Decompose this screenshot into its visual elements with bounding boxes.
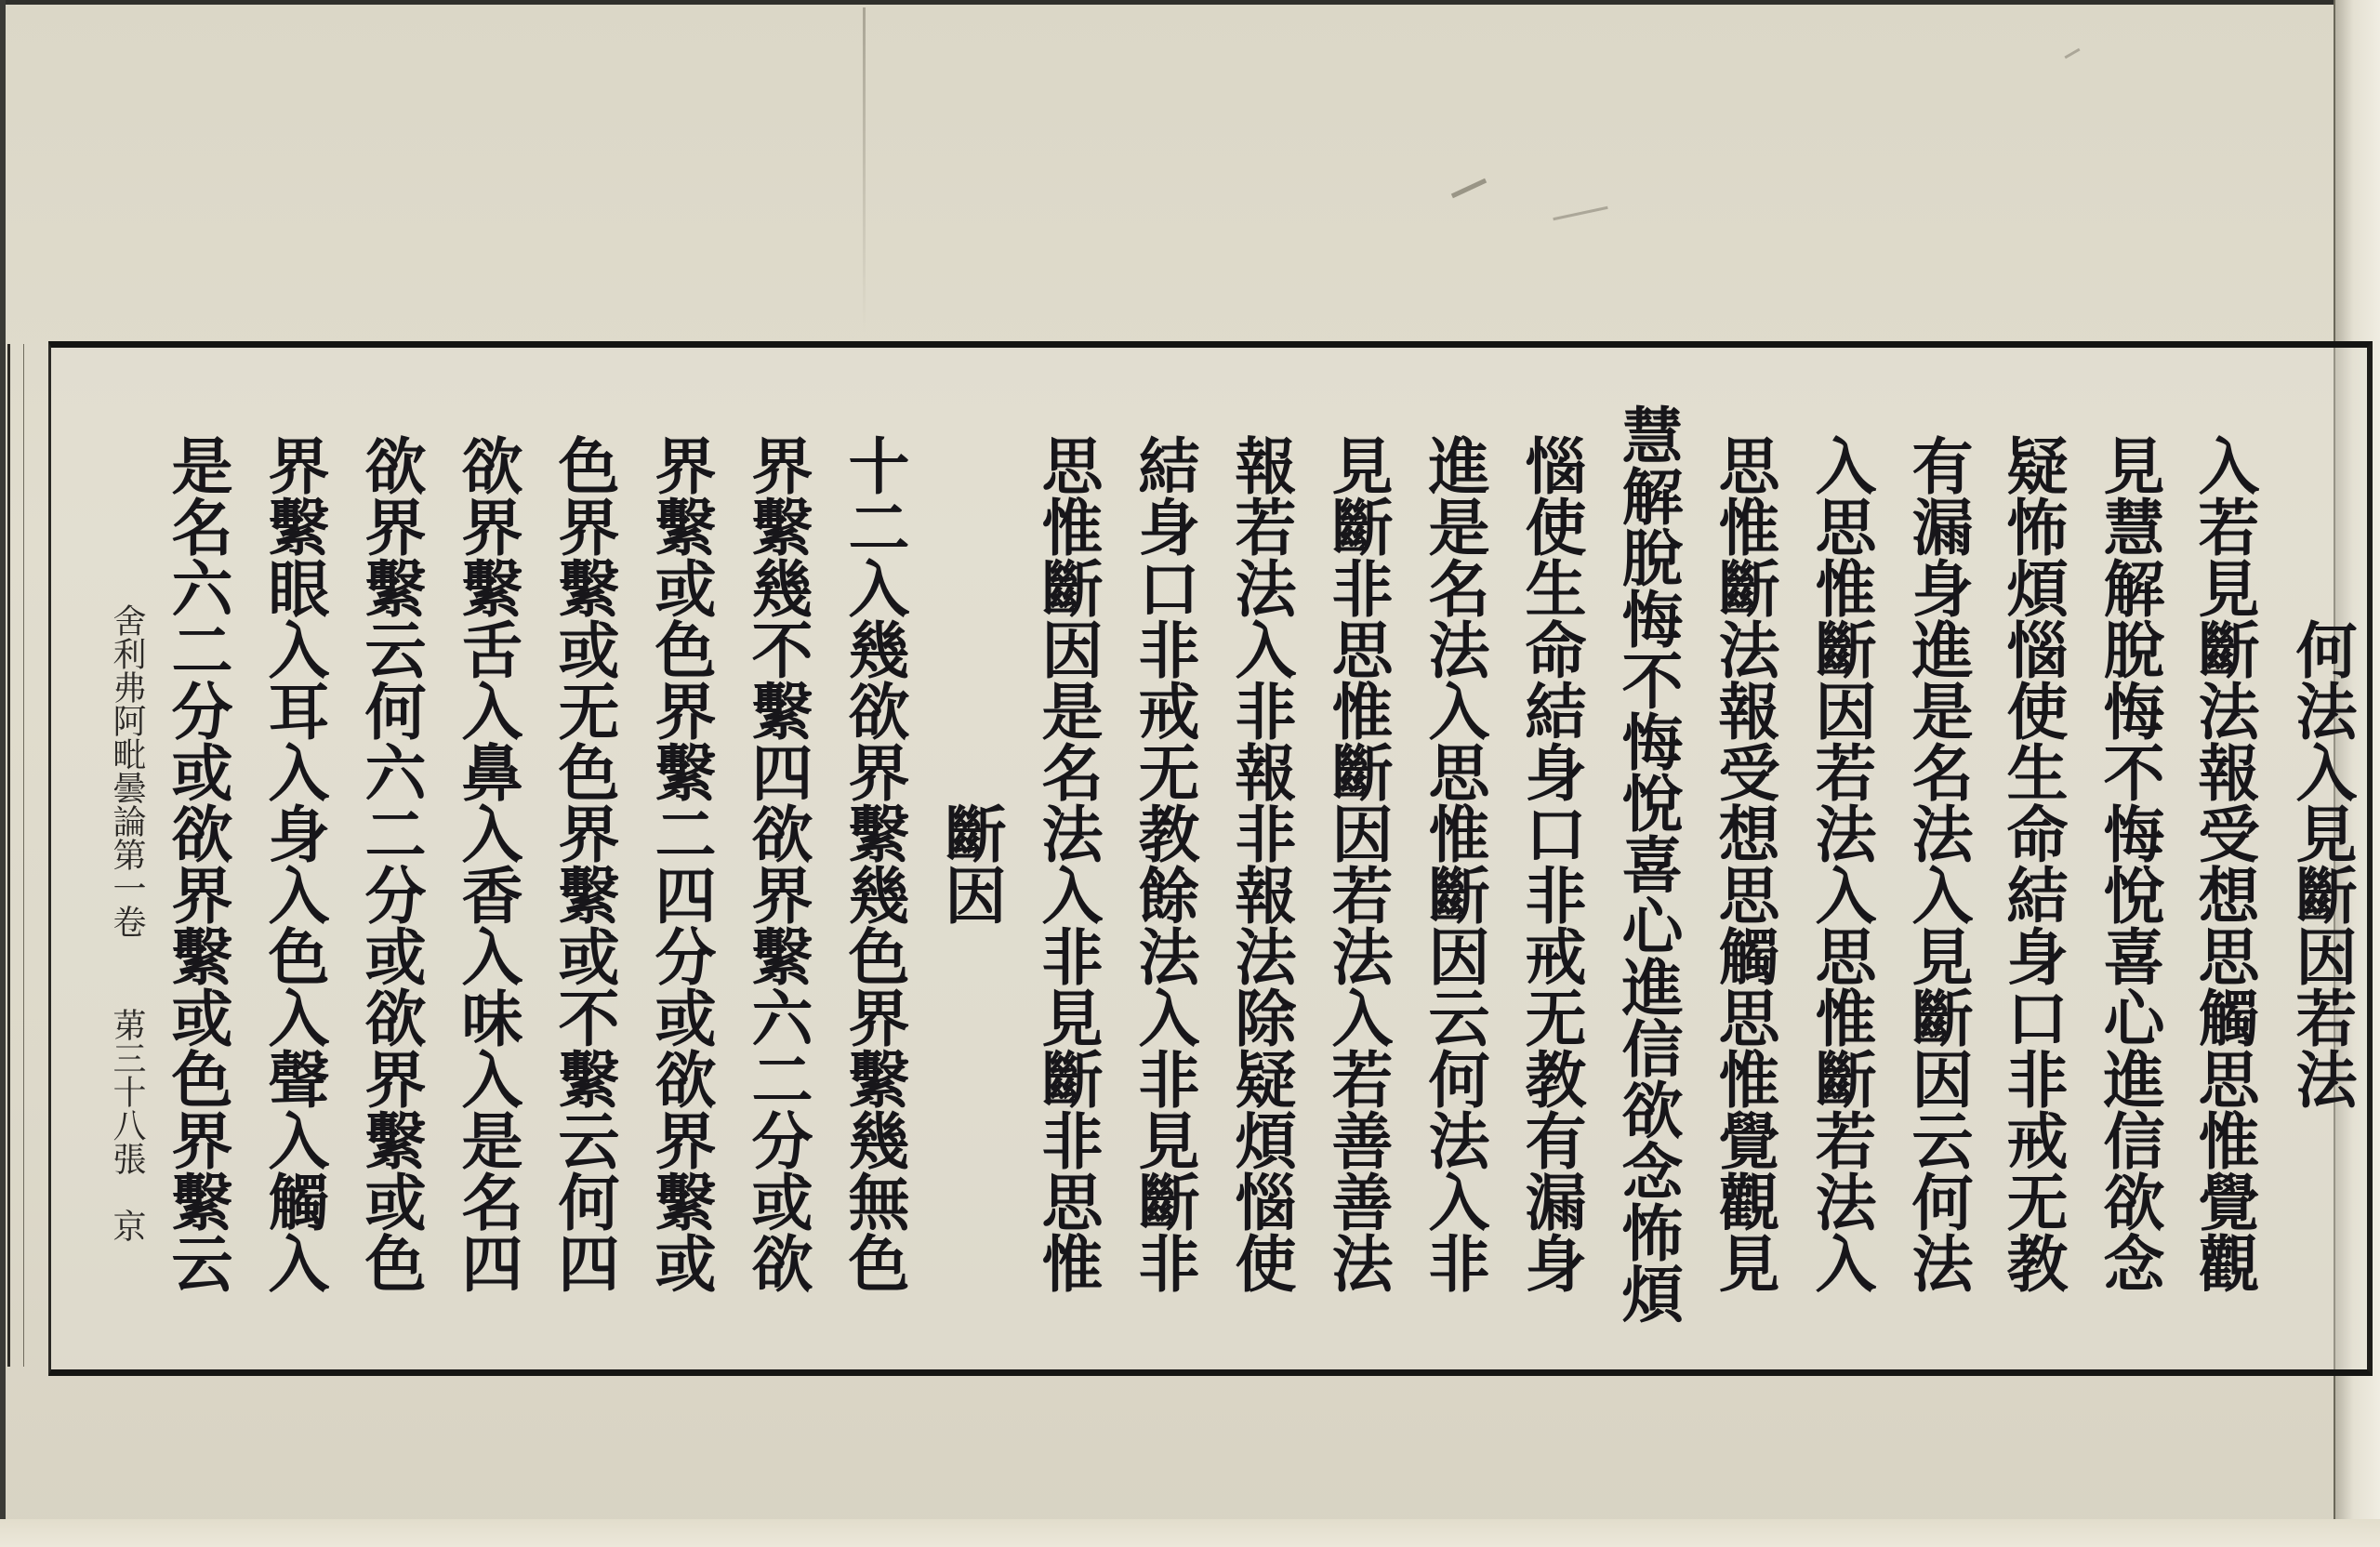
scan-edge-left	[0, 0, 6, 1547]
text-column-23: 是名六二分或欲界繫或色界繫云	[161, 434, 233, 1293]
text-column-3: 見慧解脫悔不悔悅喜心進信欲念	[2093, 434, 2165, 1293]
text-column-11: 見斷非思惟斷因若法入若善善法	[1321, 434, 1394, 1293]
paper-mark	[1451, 178, 1487, 198]
text-column-5: 有漏身進是名法入見斷因云何法	[1901, 434, 1974, 1293]
text-column-21: 欲界繫云何六二分或欲界繫或色	[354, 434, 427, 1293]
scan-edge-top	[0, 0, 2380, 5]
paper-mark	[1553, 206, 1607, 220]
text-column-10: 進是名法入思惟斷因云何法入非	[1418, 434, 1490, 1293]
text-column-2: 入若見斷法報受想思觸思惟覺觀	[2188, 434, 2260, 1293]
page-edge-bottom	[0, 1519, 2380, 1547]
printed-text-block	[48, 341, 2373, 1376]
text-column-7: 思惟斷法報受想思觸思惟覺觀見	[1708, 434, 1780, 1293]
text-column-18: 界繫或色界繫二四分或欲界繫或	[644, 434, 717, 1293]
text-column-19: 色界繫或无色界繫或不繫云何四	[548, 434, 620, 1293]
text-column-13: 結身口非戒无教餘法入非見斷非	[1128, 434, 1200, 1293]
text-column-14: 思惟斷因是名法入非見斷非思惟	[1031, 434, 1104, 1293]
text-column-17: 界繫幾不繫四欲界繫六二分或欲	[741, 434, 813, 1293]
margin-title: 舍利弗阿毗曇論第一卷	[108, 603, 146, 938]
margin-page-number: 苐三十八張 京	[108, 1008, 146, 1242]
text-column-12: 報若法入非報非報法除疑煩惱使	[1224, 434, 1297, 1293]
text-column-20: 欲界繫舌入鼻入香入味入是名四	[451, 434, 523, 1293]
text-column-6: 入思惟斷因若法入思惟斷若法入	[1805, 434, 1877, 1293]
binding-spine	[7, 344, 24, 1367]
text-column-9: 惱使生命結身口非戒无教有漏身	[1514, 434, 1587, 1293]
text-column-4: 疑怖煩惱使生命結身口非戒无教	[1996, 434, 2069, 1293]
text-column-16: 十二入幾欲界繫幾色界繫幾無色	[838, 434, 910, 1293]
paper-mark	[2064, 48, 2080, 60]
text-column-1: 何法入見斷因若法	[2285, 618, 2358, 1109]
text-column-8: 慧解脫悔不悔悅喜心進信欲念怖煩	[1611, 403, 1684, 1324]
paper-crease	[863, 7, 866, 333]
text-column-15: 斷因	[934, 802, 1007, 925]
text-column-22: 界繫眼入耳入身入色入聲入觸入	[258, 434, 330, 1293]
